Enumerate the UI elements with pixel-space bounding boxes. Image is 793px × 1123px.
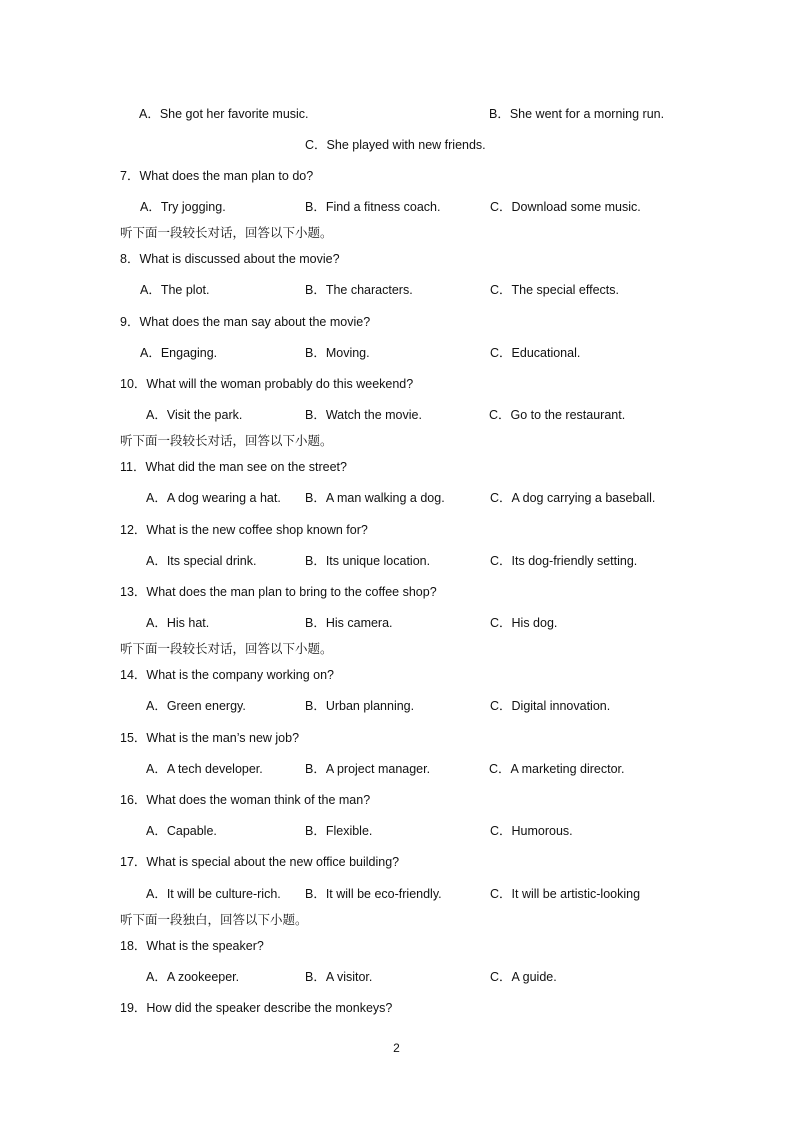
q14-option-a: A．Green energy. bbox=[146, 699, 246, 713]
section-instruction: 听下面一段较长对话，回答以下小题。 bbox=[120, 225, 333, 240]
q7-option-a: A．Try jogging. bbox=[140, 200, 226, 214]
q9-option-b: B．Moving. bbox=[305, 346, 370, 360]
q18-option-a: A．A zookeeper. bbox=[146, 970, 240, 984]
q9-option-a: A．Engaging. bbox=[140, 346, 218, 360]
q16-option-c: C．Humorous. bbox=[490, 824, 573, 838]
q10-question: 10．What will the woman probably do this weekend? bbox=[120, 377, 414, 391]
q8-option-a: A．The plot. bbox=[140, 283, 210, 297]
q6-option-b: B．She went for a morning run. bbox=[489, 107, 665, 121]
q12-option-b: B．Its unique location. bbox=[305, 554, 431, 568]
q7-option-b: B．Find a fitness coach. bbox=[305, 200, 441, 214]
q17-option-c: C．It will be artistic-looking bbox=[490, 887, 641, 901]
q12-option-c: C．Its dog-friendly setting. bbox=[490, 554, 638, 568]
q7-question: 7．What does the man plan to do? bbox=[120, 169, 314, 183]
q9-option-c: C．Educational. bbox=[490, 346, 581, 360]
q13-option-a: A．His hat. bbox=[146, 616, 210, 630]
q16-option-b: B．Flexible. bbox=[305, 824, 373, 838]
q18-question: 18．What is the speaker? bbox=[120, 939, 264, 953]
q11-option-a: A．A dog wearing a hat. bbox=[146, 491, 281, 505]
q18-option-c: C．A guide. bbox=[490, 970, 557, 984]
q8-question: 8．What is discussed about the movie? bbox=[120, 252, 340, 266]
q12-option-a: A．Its special drink. bbox=[146, 554, 257, 568]
q11-question: 11．What did the man see on the street? bbox=[120, 460, 347, 474]
q13-question: 13．What does the man plan to bring to the coffee shop? bbox=[120, 585, 437, 599]
q15-question: 15．What is the man’s new job? bbox=[120, 731, 300, 745]
q11-option-c: C．A dog carrying a baseball. bbox=[490, 491, 656, 505]
q16-option-a: A．Capable. bbox=[146, 824, 217, 838]
q7-option-c: C．Download some music. bbox=[490, 200, 641, 214]
q14-option-b: B．Urban planning. bbox=[305, 699, 415, 713]
q8-option-c: C．The special effects. bbox=[490, 283, 619, 297]
q14-question: 14．What is the company working on? bbox=[120, 668, 334, 682]
q10-option-a: A．Visit the park. bbox=[146, 408, 243, 422]
section-instruction: 听下面一段较长对话，回答以下小题。 bbox=[120, 433, 333, 448]
q18-option-b: B．A visitor. bbox=[305, 970, 373, 984]
q11-option-b: B．A man walking a dog. bbox=[305, 491, 445, 505]
q17-option-a: A．It will be culture-rich. bbox=[146, 887, 281, 901]
section-instruction: 听下面一段独白，回答以下小题。 bbox=[120, 912, 308, 927]
q17-option-b: B．It will be eco-friendly. bbox=[305, 887, 442, 901]
section-instruction: 听下面一段较长对话，回答以下小题。 bbox=[120, 641, 333, 656]
q12-question: 12．What is the new coffee shop known for? bbox=[120, 523, 368, 537]
q14-option-c: C．Digital innovation. bbox=[490, 699, 611, 713]
q10-option-b: B．Watch the movie. bbox=[305, 408, 422, 422]
q9-question: 9．What does the man say about the movie? bbox=[120, 315, 371, 329]
q8-option-b: B．The characters. bbox=[305, 283, 413, 297]
q19-question: 19．How did the speaker describe the monkeys? bbox=[120, 1001, 393, 1015]
page-number: 2 bbox=[393, 1041, 400, 1055]
q10-option-c: C．Go to the restaurant. bbox=[489, 408, 626, 422]
q16-question: 16．What does the woman think of the man? bbox=[120, 793, 371, 807]
q6-option-a: A．She got her favorite music. bbox=[139, 107, 309, 121]
q13-option-c: C．His dog. bbox=[490, 616, 558, 630]
q13-option-b: B．His camera. bbox=[305, 616, 393, 630]
q15-option-c: C．A marketing director. bbox=[489, 762, 625, 776]
q17-question: 17．What is special about the new office building? bbox=[120, 855, 400, 869]
q6-option-c: C．She played with new friends. bbox=[305, 138, 486, 152]
q15-option-b: B．A project manager. bbox=[305, 762, 431, 776]
q15-option-a: A．A tech developer. bbox=[146, 762, 263, 776]
